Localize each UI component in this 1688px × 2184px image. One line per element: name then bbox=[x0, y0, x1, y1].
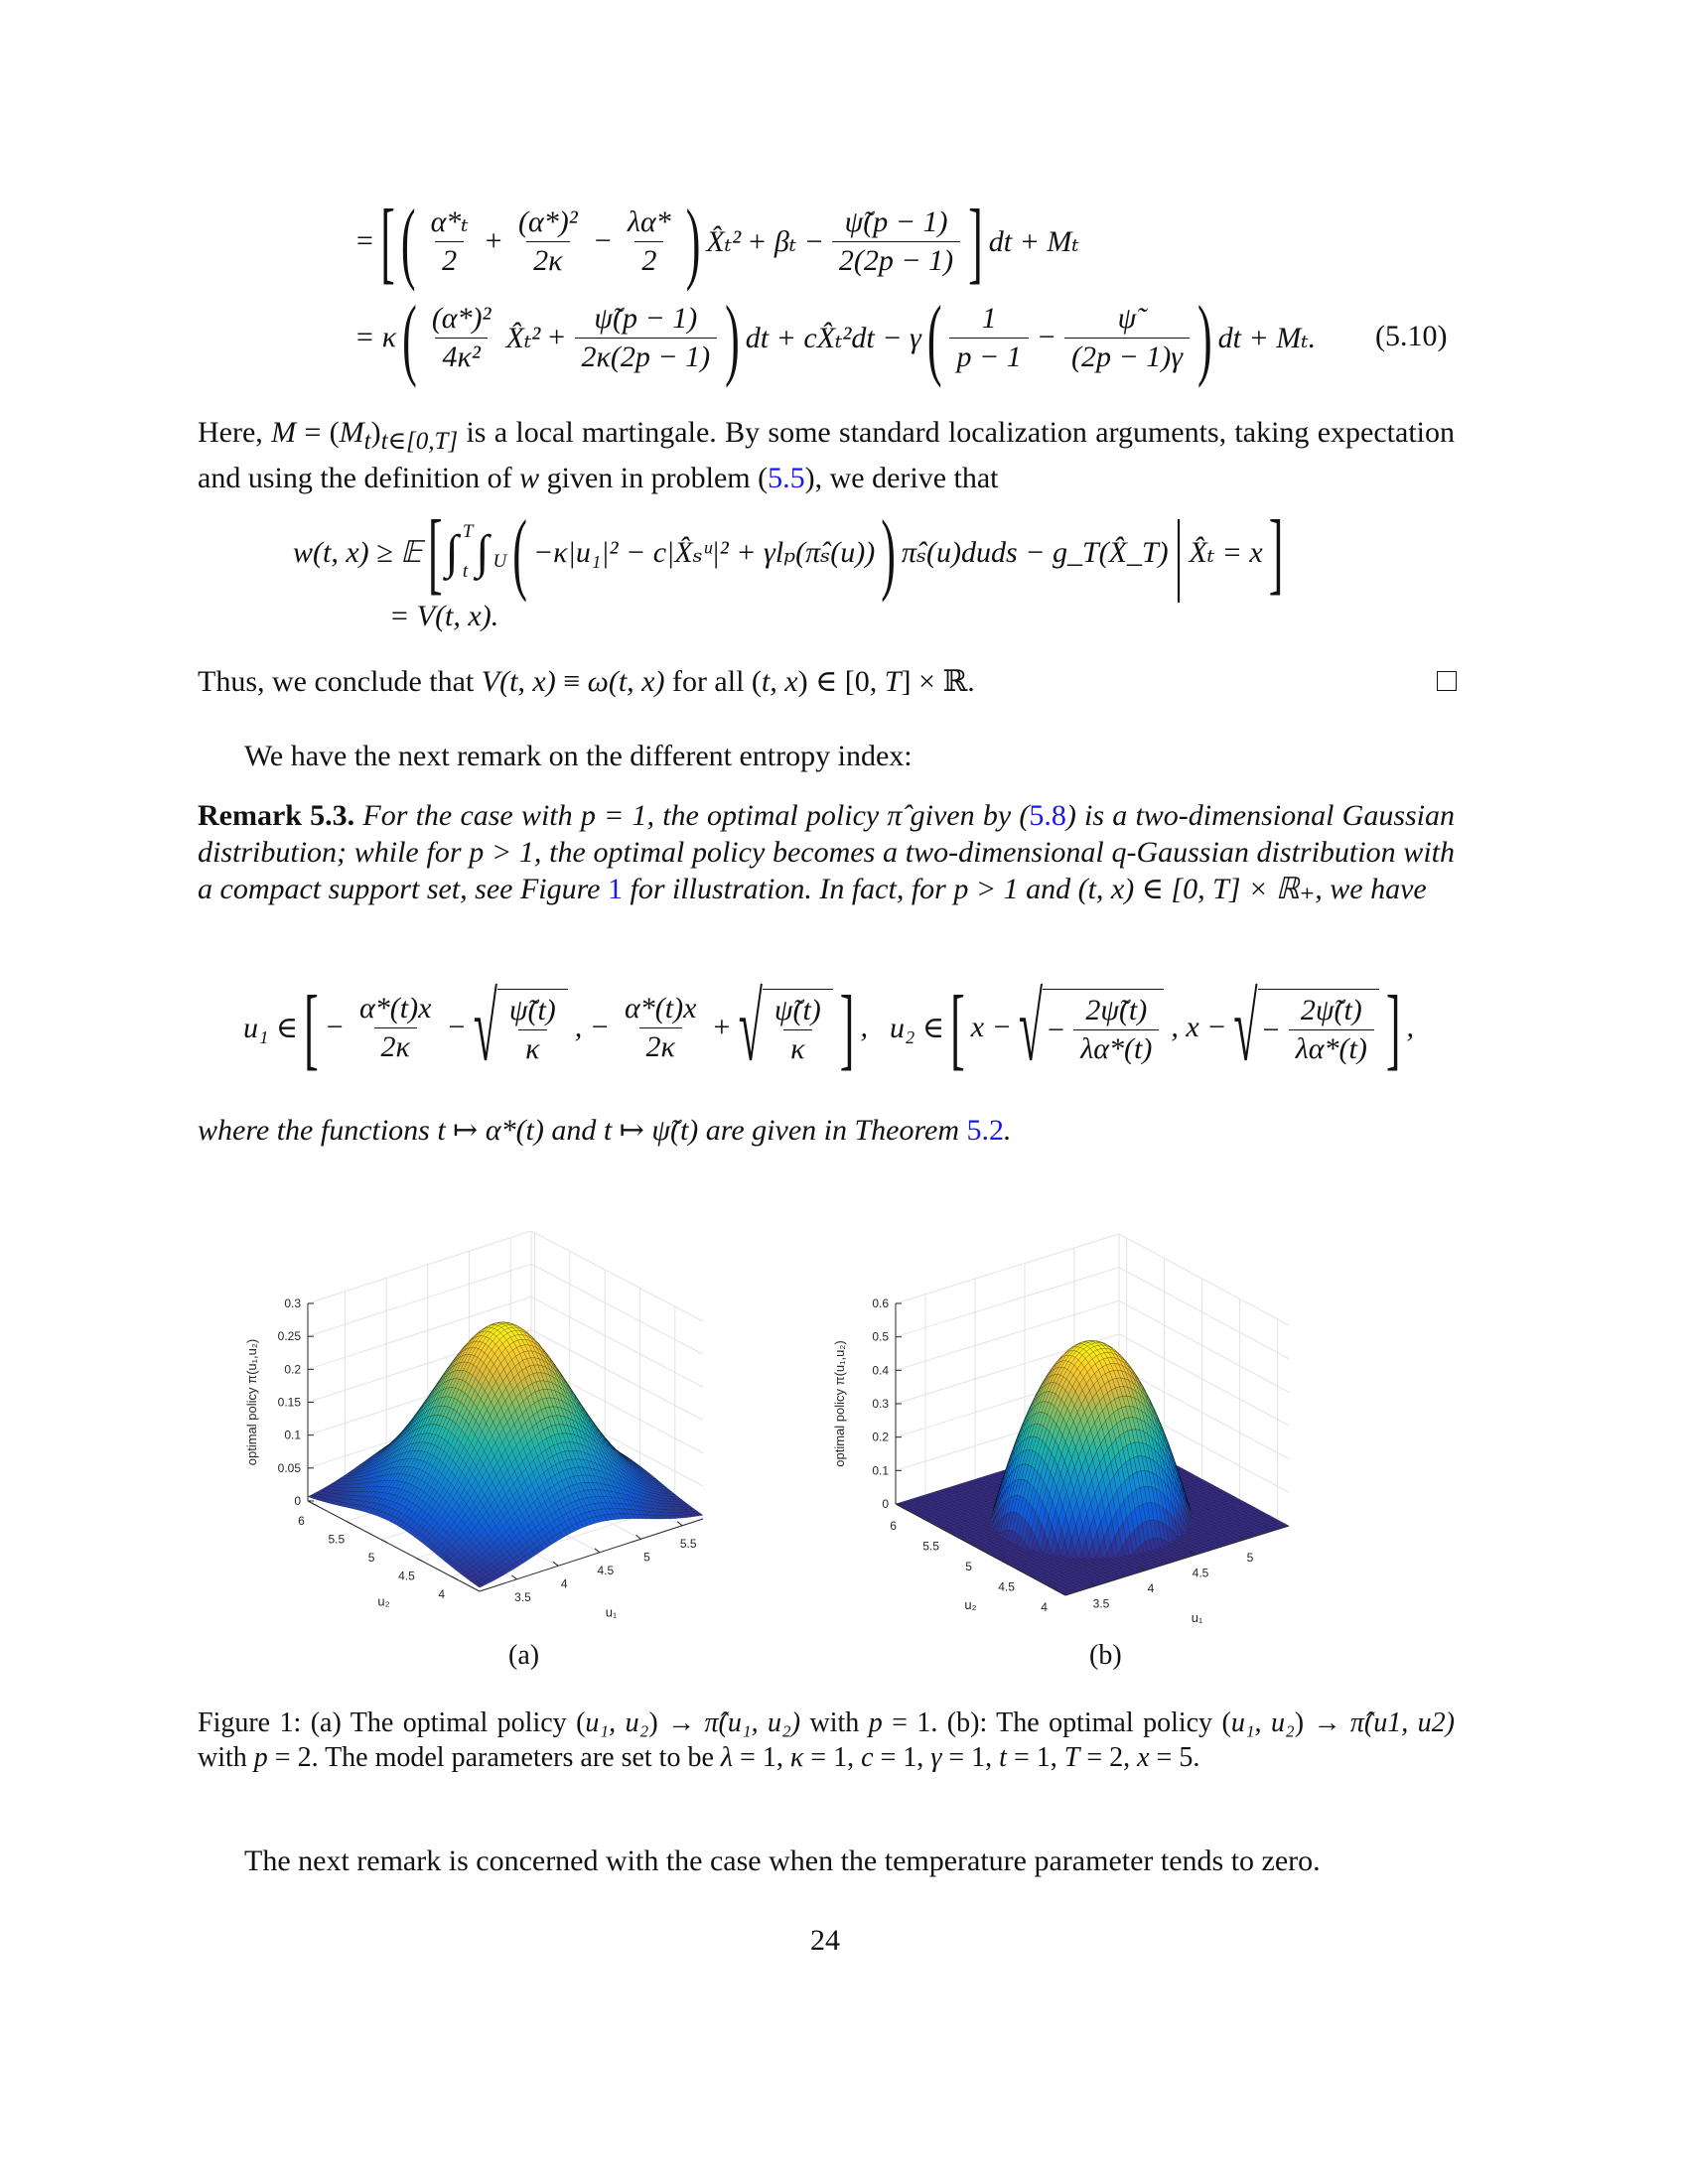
gridline bbox=[531, 1264, 703, 1354]
equation-5-10-line-2 bbox=[352, 288, 1319, 387]
text-run: ω(t, x) bbox=[587, 665, 665, 698]
fraction bbox=[832, 205, 960, 278]
numerator bbox=[1294, 994, 1369, 1029]
u2-tick bbox=[381, 1540, 387, 1543]
math-text: + bbox=[483, 224, 503, 257]
math-text: dt + Mₜ bbox=[988, 224, 1079, 258]
math-text: = V(t, x). bbox=[389, 600, 499, 632]
delimiter: [ bbox=[380, 190, 395, 293]
math-text: u₁ ∈ bbox=[243, 1011, 299, 1044]
u1-tick-label: 4 bbox=[560, 1576, 568, 1591]
math-text: 1 bbox=[981, 301, 997, 335]
gridline bbox=[896, 1234, 1119, 1303]
equation-u2-support bbox=[887, 974, 1417, 1081]
math-text: (2p − 1)γ bbox=[1070, 340, 1184, 373]
math-text: − bbox=[324, 1011, 346, 1043]
denominator bbox=[949, 338, 1028, 374]
u2-tick-label: 4 bbox=[438, 1587, 446, 1602]
math-text: p − 1 bbox=[956, 340, 1022, 373]
gridline bbox=[896, 1268, 1119, 1337]
denominator bbox=[526, 241, 569, 278]
denominator bbox=[435, 338, 487, 374]
text-run: M bbox=[271, 416, 297, 449]
paragraph-intro-remark bbox=[198, 738, 1455, 774]
denominator bbox=[832, 241, 960, 278]
math-text: − bbox=[1046, 1013, 1066, 1046]
u1-tick-label: 4.5 bbox=[597, 1563, 615, 1577]
text-run: Remark 5.3. bbox=[198, 799, 355, 832]
z-tick-label: 0.05 bbox=[277, 1460, 301, 1475]
spacer bbox=[460, 542, 477, 562]
text-run: p = 1, the optimal policy π̂ given by ( bbox=[580, 799, 1030, 832]
text-run: T bbox=[884, 665, 902, 698]
math-text: 2κ(2p − 1) bbox=[581, 340, 711, 373]
u2-tick bbox=[452, 1576, 458, 1579]
cross-reference-link[interactable]: 5.2 bbox=[966, 1114, 1005, 1147]
math-text: λα*(t) bbox=[1295, 1032, 1367, 1065]
text-run: For the case with bbox=[354, 799, 581, 832]
text-run: ) is a two-dimensional Gaussian distribution; while for p > 1, the optimal policy becomes a two-dimensional q-Gaussian distribution with a compact support set, see Figure bbox=[198, 799, 1455, 905]
qed-box-icon bbox=[1437, 671, 1457, 691]
math-text: ψ̃(t) bbox=[774, 994, 821, 1026]
equation-5-10-line-1 bbox=[352, 192, 1082, 291]
delimiter: ) bbox=[1197, 286, 1212, 389]
gridline bbox=[1119, 1300, 1289, 1392]
math-text: , x − bbox=[1171, 1011, 1227, 1043]
numerator bbox=[1078, 994, 1154, 1029]
equation-w-line-2 bbox=[386, 567, 501, 666]
fraction bbox=[511, 205, 585, 278]
math-text: 2 bbox=[442, 244, 458, 277]
paragraph-conclusion bbox=[198, 663, 1455, 700]
math-text: κ bbox=[525, 1032, 540, 1065]
text-run: t, x bbox=[761, 665, 798, 698]
radicand bbox=[1258, 989, 1379, 1066]
denominator bbox=[634, 241, 663, 278]
u2-tick-label: 5.5 bbox=[328, 1532, 346, 1547]
fraction bbox=[502, 994, 563, 1066]
text-run: ) ∈ [0, bbox=[797, 665, 885, 698]
text-run: w bbox=[519, 462, 540, 494]
denominator bbox=[374, 1027, 417, 1064]
text-run: = ( bbox=[296, 416, 340, 449]
u1-tick-label: 3.5 bbox=[514, 1589, 531, 1604]
text-run: ) bbox=[370, 416, 381, 449]
u1-tick-label: 5.5 bbox=[679, 1536, 697, 1551]
math-text: + bbox=[546, 321, 567, 353]
u1-tick-label: 5 bbox=[643, 1550, 650, 1565]
math-text: −κ|u₁|² − c|X̂ₛᵘ|² + γlₚ(π̂ₛ(u)) bbox=[532, 535, 876, 569]
numerator bbox=[352, 992, 438, 1027]
delimiter: ] bbox=[1385, 976, 1401, 1079]
math-text: X̂ₜ² bbox=[505, 321, 541, 354]
numerator bbox=[768, 994, 828, 1029]
math-text: π̂ₛ(u)duds − g_T(X̂_T) bbox=[901, 535, 1169, 569]
math-text: 4κ² bbox=[442, 340, 481, 373]
fraction bbox=[352, 992, 438, 1064]
subscript: t∈[0,T] bbox=[380, 428, 459, 455]
square-root bbox=[1233, 974, 1378, 1081]
math-text: − bbox=[592, 224, 613, 257]
delimiter: ( bbox=[402, 286, 417, 389]
figure-1b-surface-plot bbox=[824, 1231, 1420, 1648]
fraction bbox=[424, 205, 476, 278]
radicand bbox=[1043, 989, 1164, 1066]
square-root bbox=[738, 974, 833, 1081]
cross-reference-link[interactable]: 1 bbox=[607, 873, 623, 905]
denominator bbox=[575, 338, 718, 374]
math-text: w(t, x) ≥ 𝔼 bbox=[293, 535, 422, 569]
math-text: α*ₜ bbox=[430, 205, 469, 238]
fraction bbox=[618, 992, 703, 1064]
text-run: Here, bbox=[198, 416, 272, 449]
u2-tick-label: 5 bbox=[367, 1551, 375, 1565]
radical-sign-icon: √ bbox=[1018, 974, 1044, 1081]
math-text: = κ bbox=[354, 321, 397, 353]
gridline bbox=[308, 1231, 531, 1303]
math-text: + bbox=[711, 1011, 732, 1043]
gridline bbox=[1119, 1268, 1289, 1359]
numerator bbox=[424, 205, 476, 241]
math-text: + βₜ − bbox=[747, 224, 824, 258]
math-text: dt + cX̂ₜ²dt − γ bbox=[745, 321, 921, 354]
math-text: 2ψ̃(t) bbox=[1085, 994, 1148, 1026]
z-axis-label: optimal policy π(u₁,u₂) bbox=[244, 1338, 259, 1466]
denominator bbox=[639, 1027, 682, 1064]
figure-1a-surface-plot bbox=[228, 1231, 824, 1648]
text-run: where the functions t ↦ α*(t) and t ↦ ψ̃(t) are given in Theorem bbox=[198, 1114, 967, 1147]
fraction bbox=[425, 302, 498, 374]
z-tick-label: 0.1 bbox=[284, 1428, 301, 1442]
delimiter: [ bbox=[428, 500, 443, 604]
z-tick-label: 0.2 bbox=[284, 1362, 301, 1377]
fraction bbox=[949, 302, 1028, 374]
lower-limit: U bbox=[492, 551, 507, 572]
math-text: ψ̃(p − 1) bbox=[844, 205, 948, 238]
fraction bbox=[1289, 994, 1374, 1066]
math-text: ψ̃(t) bbox=[508, 994, 556, 1026]
numerator bbox=[502, 994, 563, 1029]
numerator bbox=[425, 302, 498, 338]
numerator bbox=[838, 205, 955, 241]
delimiter: ( bbox=[926, 286, 942, 389]
denominator bbox=[1064, 338, 1190, 374]
surface-mesh bbox=[896, 1340, 1289, 1595]
math-text: − bbox=[1036, 321, 1056, 353]
math-text: , bbox=[1406, 1011, 1415, 1043]
fraction bbox=[768, 994, 828, 1066]
integral-sign: ∫ bbox=[445, 525, 459, 579]
denominator bbox=[783, 1029, 811, 1066]
text-run: M bbox=[339, 416, 364, 449]
fraction bbox=[1064, 302, 1190, 374]
numerator bbox=[1111, 302, 1144, 338]
text-run: given in problem ( bbox=[539, 462, 769, 494]
delimiter: ] bbox=[1268, 500, 1284, 604]
cross-reference-link[interactable]: 5.5 bbox=[768, 462, 805, 494]
math-text: 2 bbox=[641, 243, 657, 277]
square-root bbox=[473, 974, 568, 1081]
math-text: − bbox=[1260, 1013, 1281, 1046]
fraction bbox=[1073, 994, 1159, 1066]
radicand bbox=[497, 989, 568, 1066]
paragraph-where bbox=[198, 1112, 1455, 1149]
gridline bbox=[531, 1231, 703, 1321]
subscript: t bbox=[363, 428, 371, 455]
math-text: (α*)² bbox=[431, 301, 492, 335]
numerator bbox=[511, 205, 585, 241]
math-text: 2κ bbox=[380, 1029, 410, 1063]
u2-tick bbox=[347, 1521, 352, 1524]
z-tick-label: 0.15 bbox=[277, 1395, 301, 1410]
math-text: (α*)² bbox=[517, 205, 578, 238]
text-run: We have the next remark on the different entropy index: bbox=[244, 740, 913, 772]
delimiter: ) bbox=[725, 286, 740, 389]
math-text: x − bbox=[970, 1011, 1012, 1043]
delimiter: | bbox=[1174, 500, 1184, 604]
integral-limits bbox=[491, 532, 510, 572]
gridline bbox=[1119, 1234, 1289, 1325]
radical-sign-icon: √ bbox=[738, 974, 763, 1081]
delimiter: ] bbox=[839, 976, 855, 1079]
math-text: , bbox=[860, 1011, 868, 1043]
fraction bbox=[621, 205, 678, 278]
delimiter: ) bbox=[881, 500, 896, 604]
square-root bbox=[1018, 974, 1164, 1081]
spacer bbox=[491, 532, 510, 552]
radical-sign-icon: √ bbox=[473, 974, 497, 1081]
denominator bbox=[518, 1029, 546, 1066]
delimiter: ( bbox=[400, 190, 416, 293]
equation-u1-support bbox=[240, 974, 871, 1081]
z-tick-label: 0.3 bbox=[284, 1297, 301, 1310]
math-text: dt + Mₜ. bbox=[1217, 321, 1317, 354]
delimiter: ( bbox=[512, 500, 527, 604]
math-text: λα* bbox=[627, 205, 671, 238]
text-run: for all ( bbox=[664, 665, 762, 698]
z-tick-label: 0 bbox=[294, 1494, 301, 1508]
math-text: , − bbox=[574, 1011, 611, 1043]
numerator bbox=[975, 302, 1004, 338]
numerator bbox=[587, 302, 704, 338]
math-text: − bbox=[446, 1011, 467, 1043]
math-text: u₂ ∈ bbox=[890, 1011, 945, 1044]
lower-limit: t bbox=[462, 561, 469, 582]
math-text: 2κ bbox=[533, 243, 563, 277]
u2-tick bbox=[312, 1503, 318, 1506]
math-text: 2ψ̃(t) bbox=[1300, 994, 1362, 1026]
denominator bbox=[1289, 1029, 1374, 1066]
equation-tag: (5.10) bbox=[1375, 320, 1448, 352]
denominator bbox=[435, 241, 464, 278]
radical-sign-icon: √ bbox=[1233, 974, 1258, 1081]
text-run: for illustration. In fact, for p > 1 and (t, x) ∈ [0, T] × ℝ₊, we have bbox=[622, 873, 1427, 905]
text-run: Thus, we conclude that bbox=[198, 665, 482, 698]
u2-tick-label: 6 bbox=[298, 1513, 305, 1528]
u2-tick-label: 4.5 bbox=[398, 1569, 415, 1583]
math-text: κ bbox=[790, 1032, 805, 1065]
text-run: . bbox=[1004, 1114, 1012, 1147]
math-text: X̂ₜ² bbox=[706, 224, 742, 258]
numerator bbox=[621, 205, 678, 241]
math-text: α*(t)x bbox=[625, 991, 697, 1024]
integral-sign: ∫ bbox=[476, 525, 490, 579]
math-text: X̂ₜ = x bbox=[1189, 535, 1263, 569]
math-text: 2κ bbox=[645, 1029, 675, 1063]
cross-reference-link[interactable]: 5.8 bbox=[1029, 799, 1066, 832]
remark-5-3 bbox=[198, 797, 1455, 907]
paragraph-martingale bbox=[198, 414, 1455, 496]
math-text: λα*(t) bbox=[1080, 1032, 1153, 1065]
fraction bbox=[575, 302, 718, 374]
math-text: 2(2p − 1) bbox=[838, 243, 954, 277]
math-text: = bbox=[354, 224, 375, 257]
math-text: ψ̃(p − 1) bbox=[594, 301, 698, 335]
radicand bbox=[763, 989, 833, 1066]
text-run: ] × ℝ. bbox=[901, 665, 975, 698]
numerator bbox=[618, 992, 703, 1027]
text-run: V(t, x) bbox=[481, 665, 556, 698]
delimiter: ) bbox=[685, 190, 701, 293]
math-text: ψ̃ bbox=[1117, 301, 1137, 335]
text-run: ≡ bbox=[555, 665, 588, 698]
delimiter: [ bbox=[304, 976, 319, 1079]
upper-limit: T bbox=[462, 521, 474, 542]
delimiter: [ bbox=[950, 976, 965, 1079]
u1-axis-label: u₁ bbox=[605, 1604, 618, 1620]
text-run: ), we derive that bbox=[804, 462, 999, 494]
u2-axis-label: u₂ bbox=[377, 1593, 390, 1609]
denominator bbox=[1073, 1029, 1159, 1066]
text-run: is a local martingale. By some standard localization arguments, taking expectation and using the definition of bbox=[198, 416, 1455, 494]
z-tick-label: 0.25 bbox=[277, 1329, 301, 1344]
u2-tick bbox=[416, 1559, 422, 1562]
math-text: α*(t)x bbox=[359, 991, 432, 1024]
delimiter: ] bbox=[968, 190, 983, 293]
